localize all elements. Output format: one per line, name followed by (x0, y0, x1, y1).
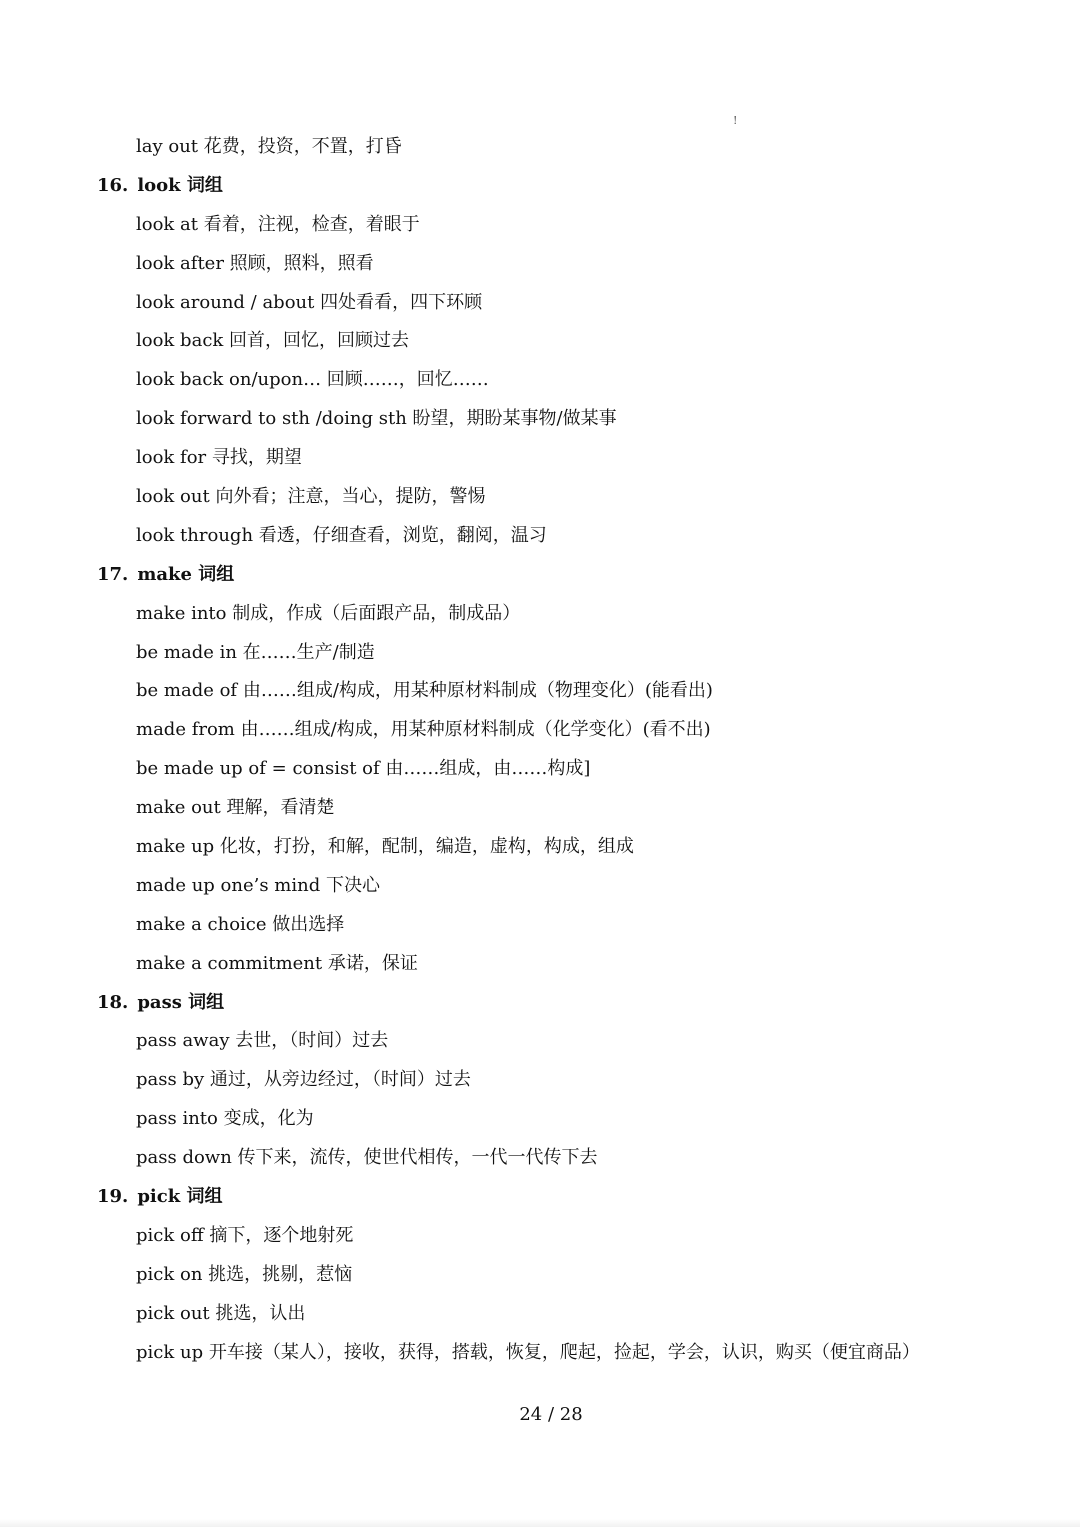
section-number: 19. (97, 1186, 129, 1208)
section-number: 17. (97, 563, 129, 585)
phrase-entry: look back 回首，回忆，回顾过去 (136, 330, 410, 352)
phrase-entry: look at 看着，注视，检查，着眼于 (136, 213, 420, 235)
phrase-entry: made from 由……组成/构成，用某种原材料制成（化学变化）(看不出) (136, 719, 711, 741)
section-heading (0, 984, 1080, 1023)
phrase-entry: be made in 在……生产/制造 (136, 641, 375, 663)
phrase-entry: pass into 变成，化为 (136, 1108, 314, 1130)
phrase-entry: make into 制成，作成（后面跟产品，制成品） (136, 602, 521, 624)
phrase-entry: look back on/upon… 回顾……，回忆…… (136, 369, 489, 391)
phrase-entry: make a commitment 承诺，保证 (136, 952, 418, 974)
phrase-entry: make out 理解，看清楚 (136, 797, 335, 819)
phrase-entry: look around / about 四处看看，四下环顾 (136, 291, 483, 313)
phrase-entry: pass down 传下来，流传，使世代相传，一代一代传下去 (136, 1147, 598, 1169)
section-heading (0, 556, 1080, 595)
phrase-entry: look through 看透，仔细查看，浏览，翻阅，温习 (136, 524, 547, 546)
section-number: 16. (97, 174, 129, 196)
phrase-entry: pick on 挑选，挑剔，惹恼 (136, 1263, 353, 1285)
phrase-entry: look out 向外看；注意，当心，提防，警惕 (136, 486, 486, 508)
page-number: 24 / 28 (519, 1404, 583, 1425)
phrase-entry: pick up 开车接（某人），接收，获得，搭载，恢复，爬起，捡起，学会，认识，购买（便宜商品） (136, 1341, 920, 1363)
section-title: pick 词组 (137, 1186, 223, 1208)
section-title: make 词组 (137, 563, 235, 585)
phrase-entry: make up 化妆，打扮，和解，配制，编造，虚构，构成，组成 (136, 836, 634, 858)
phrase-entry: pick off 摘下，逐个地射死 (136, 1224, 354, 1246)
phrase-entry: be made up of = consist of 由……组成，由……构成] (136, 758, 591, 780)
section-number: 18. (97, 991, 129, 1013)
phrase-entry: made up one’s mind 下决心 (136, 874, 380, 896)
phrase-entry: look forward to sth /doing sth 盼望，期盼某事物/做某事 (136, 408, 617, 430)
phrase-entry: pass away 去世，（时间）过去 (136, 1030, 389, 1052)
page-bottom-edge (0, 1519, 1080, 1527)
phrase-entry: pick out 挑选，认出 (136, 1302, 306, 1324)
section-title: pass 词组 (137, 991, 225, 1013)
section-title: look 词组 (137, 174, 223, 196)
phrase-entry: look after 照顾，照料，照看 (136, 252, 374, 274)
phrase-entry: pass by 通过，从旁边经过，（时间）过去 (136, 1069, 471, 1091)
section-heading (0, 167, 1080, 206)
glossary-content (0, 128, 1080, 1373)
page-mark: ! (733, 114, 738, 127)
phrase-entry: lay out 花费，投资，不置，打昏 (136, 136, 402, 157)
phrase-entry: make a choice 做出选择 (136, 913, 345, 935)
section-heading (0, 1178, 1080, 1217)
phrase-entry: look for 寻找，期望 (136, 447, 302, 469)
phrase-entry: be made of 由……组成/构成，用某种原材料制成（物理变化）(能看出) (136, 680, 713, 702)
